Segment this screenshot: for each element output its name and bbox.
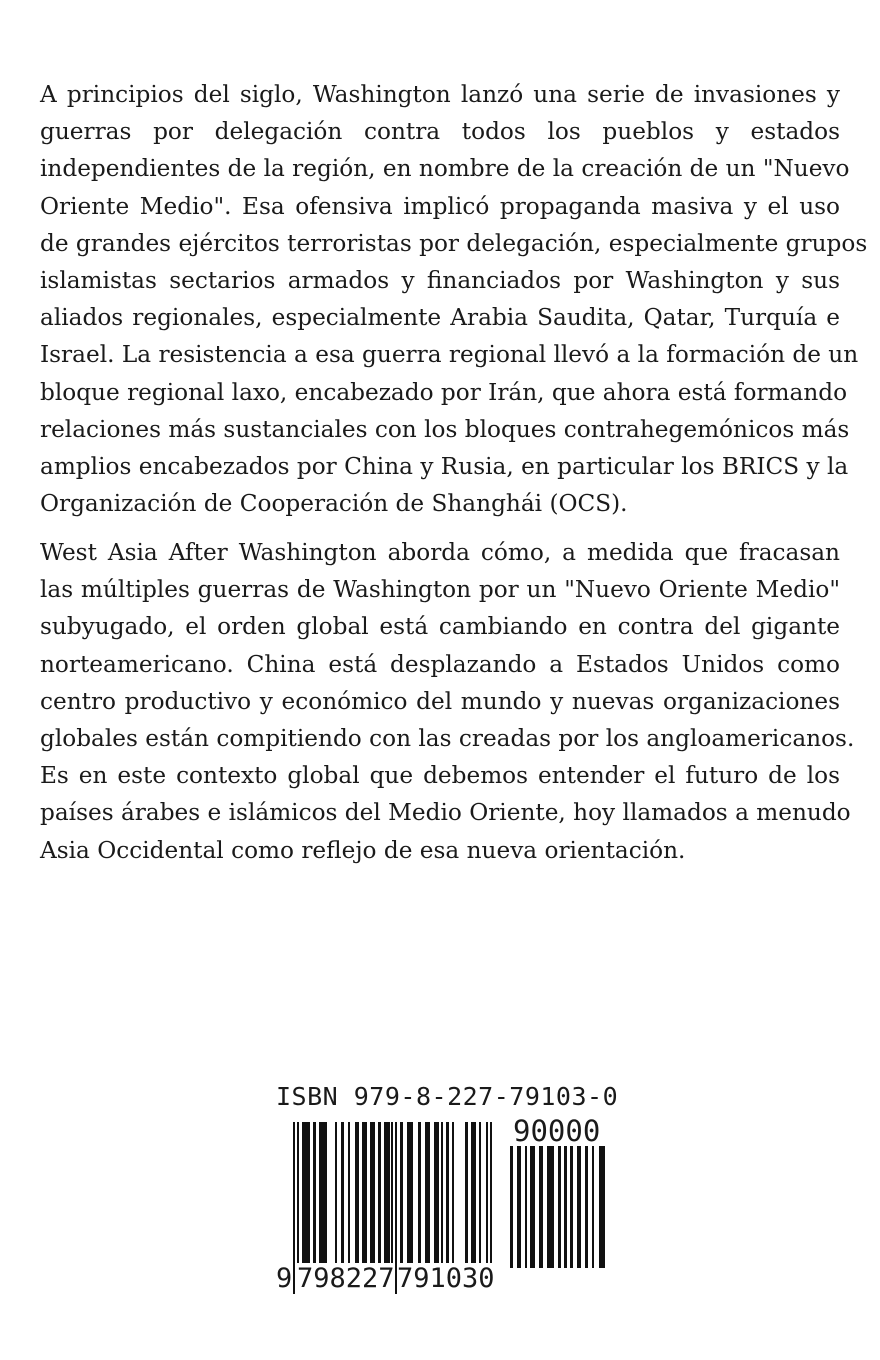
barcode-bar bbox=[302, 1122, 310, 1268]
addon-bar bbox=[539, 1146, 543, 1268]
barcode-bar bbox=[441, 1122, 443, 1268]
barcode-bar bbox=[471, 1122, 476, 1268]
barcode-bar bbox=[434, 1122, 439, 1268]
barcode-bar bbox=[341, 1122, 344, 1268]
barcode-bar bbox=[452, 1122, 454, 1268]
isbn-label: ISBN 979-8-227-79103-0 bbox=[276, 1082, 619, 1111]
text-line: independientes de la región, en nombre de la creación de un "Nuevo bbox=[40, 155, 850, 183]
text-line: las múltiples guerras de Washington por un "Nuevo Oriente Medio" bbox=[40, 576, 840, 604]
text-line: Asia Occidental como reflejo de esa nueva orientación. bbox=[40, 836, 686, 864]
addon-bar bbox=[517, 1146, 521, 1268]
text-line: Organización de Cooperación de Shanghái (OCS). bbox=[40, 490, 628, 518]
barcode-bar bbox=[418, 1122, 421, 1268]
addon-bar bbox=[547, 1146, 554, 1268]
text-line: centro productivo y económico del mundo y nuevas organizaciones bbox=[40, 687, 840, 715]
barcode-bar bbox=[479, 1122, 481, 1268]
text-line: Israel. La resistencia a esa guerra regional llevó a la formación de un bbox=[40, 341, 859, 369]
addon-bar bbox=[577, 1146, 581, 1268]
addon-code: 90000 bbox=[513, 1114, 601, 1148]
barcode-bar bbox=[319, 1122, 327, 1268]
barcode-bar bbox=[355, 1122, 359, 1268]
text-line: globales están compitiendo con las creadas por los angloamericanos. bbox=[40, 725, 855, 753]
barcode-bar bbox=[384, 1122, 390, 1268]
barcode-bar bbox=[378, 1122, 381, 1268]
text-line: bloque regional laxo, encabezado por Irán, que ahora está formando bbox=[40, 378, 848, 406]
barcode-bar bbox=[407, 1122, 413, 1268]
text-line: aliados regionales, especialmente Arabia Saudita, Qatar, Turquía e bbox=[40, 304, 840, 332]
barcode-digit-first: 9 bbox=[276, 1263, 293, 1294]
text-line: guerras por delegación contra todos los pueblos y estados bbox=[40, 118, 840, 146]
addon-bar bbox=[510, 1146, 513, 1268]
barcode-bar bbox=[465, 1122, 468, 1268]
text-line: norteamericano. China está desplazando a Estados Unidos como bbox=[40, 650, 840, 678]
text-line: países árabes e islámicos del Medio Oriente, hoy llamados a menudo bbox=[40, 799, 851, 827]
text-line: islamistas sectarios armados y financiados por Washington y sus bbox=[40, 267, 840, 295]
addon-bar bbox=[530, 1146, 535, 1268]
addon-bar bbox=[592, 1146, 594, 1268]
text-line: A principios del siglo, Washington lanzó una serie de invasiones y bbox=[40, 81, 840, 108]
barcode-bar bbox=[446, 1122, 449, 1268]
text-line: relaciones más sustanciales con los bloques contrahegemónicos más bbox=[40, 415, 850, 443]
barcode-bar bbox=[362, 1122, 367, 1268]
barcode-bar bbox=[313, 1122, 316, 1268]
barcode-bar bbox=[425, 1122, 430, 1268]
text-line: West Asia After Washington aborda cómo, a medida que fracasan bbox=[40, 539, 840, 566]
barcode-bar bbox=[370, 1122, 375, 1268]
barcode-bar bbox=[400, 1122, 403, 1268]
text-line: amplios encabezados por China y Rusia, en particular los BRICS y la bbox=[40, 453, 849, 481]
text-line: Es en este contexto global que debemos entender el futuro de los bbox=[40, 762, 840, 790]
text-line: de grandes ejércitos terroristas por delegación, especialmente grupos bbox=[40, 229, 868, 257]
addon-bar bbox=[564, 1146, 567, 1268]
barcode-digits-right: 791030 bbox=[397, 1263, 495, 1294]
barcode-bar bbox=[293, 1122, 295, 1294]
addon-bar bbox=[585, 1146, 588, 1268]
addon-bar bbox=[525, 1146, 527, 1268]
barcode-digits-left: 798227 bbox=[297, 1263, 395, 1294]
text-line: subyugado, el orden global está cambiando en contra del gigante bbox=[40, 613, 840, 641]
addon-bar bbox=[570, 1146, 573, 1268]
barcode-bar bbox=[348, 1122, 350, 1268]
text-line: Oriente Medio". Esa ofensiva implicó propaganda masiva y el uso bbox=[40, 192, 840, 220]
addon-bar bbox=[558, 1146, 561, 1268]
addon-bar bbox=[599, 1146, 605, 1268]
barcode-bar bbox=[335, 1122, 337, 1268]
